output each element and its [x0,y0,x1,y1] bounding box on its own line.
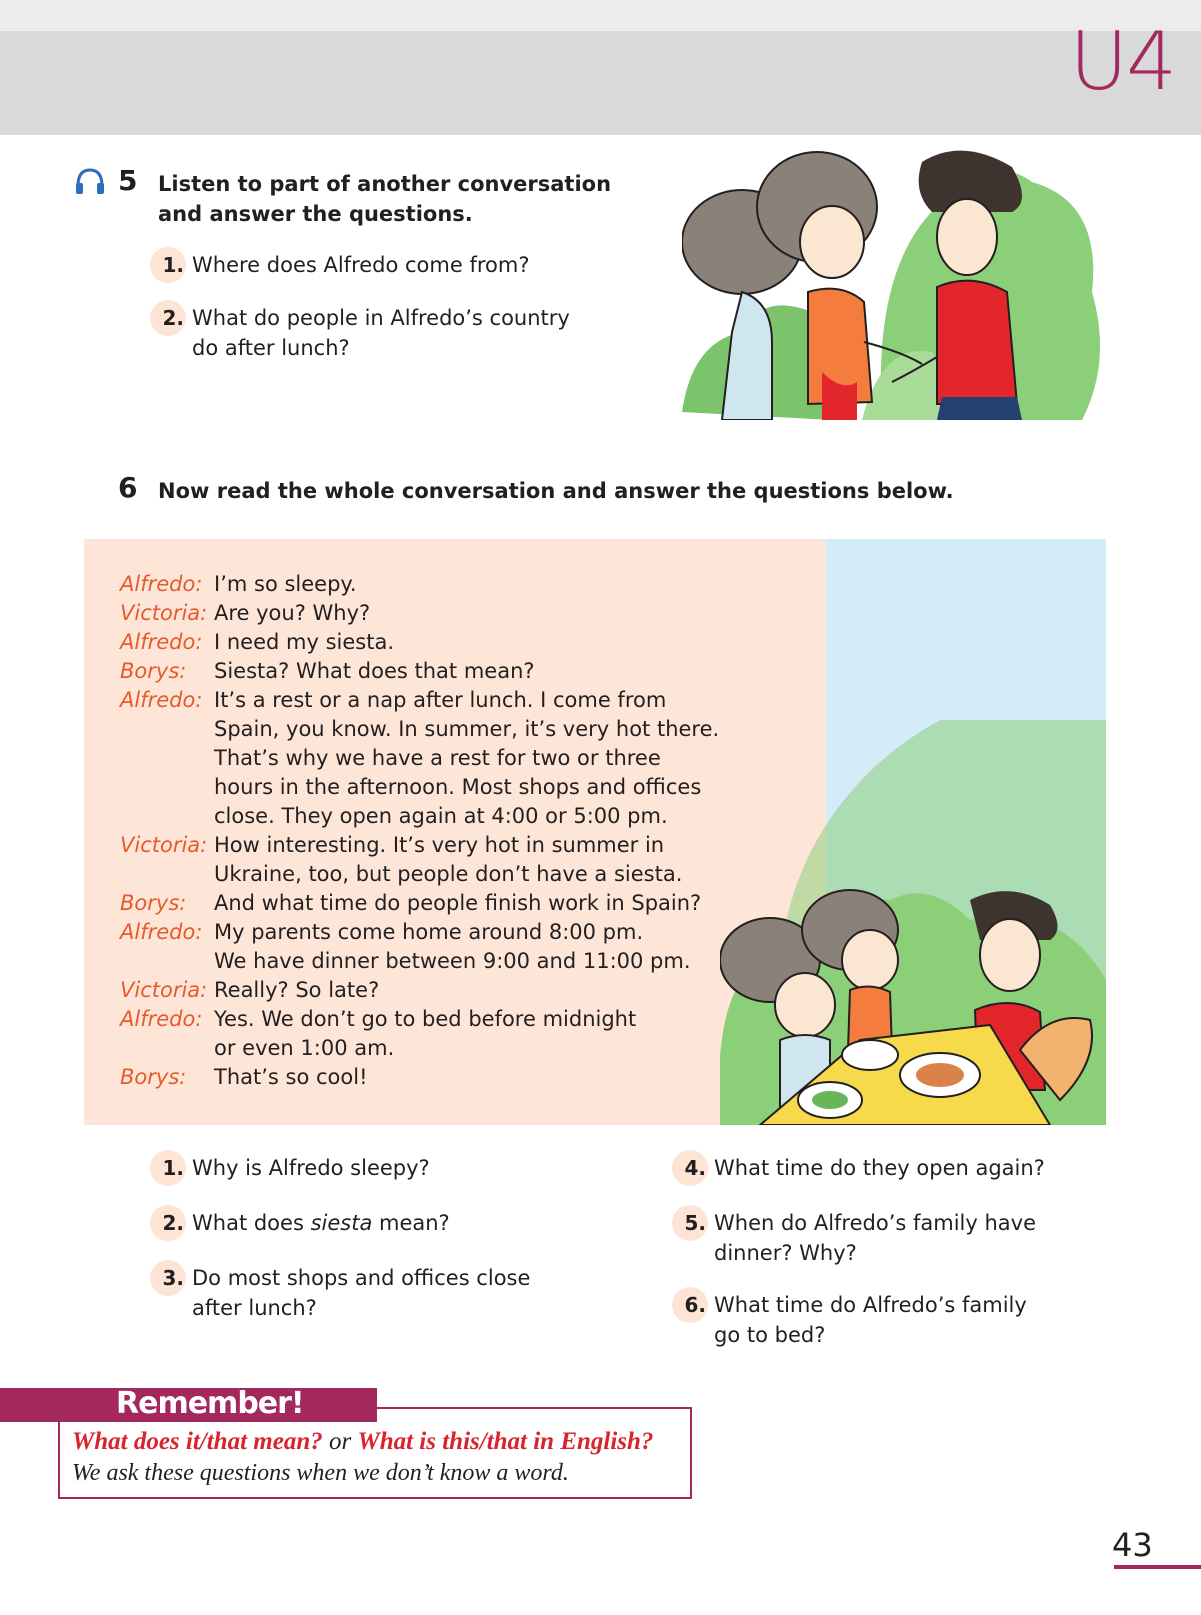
question-text-line1: What do people in Alfredo’s country [192,306,570,330]
question-text-line1: Do most shops and offices close [192,1266,531,1290]
remember-question-2: What is this/that in English? [357,1428,654,1455]
dialogue-line-text: That’s so cool! [214,1065,368,1089]
question-number: 1. [150,1150,186,1186]
question-number: 3. [150,1260,186,1296]
dialogue-speaker: Victoria: [120,978,208,1002]
question-item [150,1263,570,1323]
dialogue-line-text: Siesta? What does that mean? [214,659,535,683]
dialogue-line [120,686,720,715]
question-text [192,303,610,363]
question-text [192,1263,570,1323]
question-text [714,1208,1092,1268]
exercise-6-title: Now read the whole conversation and answer the questions below. [158,479,954,503]
dialogue-line-text: We have dinner between 9:00 and 11:00 pm. [214,949,691,973]
dialogue-line-text: or even 1:00 am. [214,1036,395,1060]
remember-or: or [322,1428,358,1455]
question-item [672,1290,1092,1350]
question-text-line2: do after lunch? [192,336,350,360]
dialogue-line-text: My parents come home around 8:00 pm. [214,920,644,944]
question-item [150,1208,570,1241]
dialogue-line-text: Are you? Why? [214,601,371,625]
dialogue-speaker: Alfredo: [120,630,203,654]
dialogue-line-text: How interesting. It’s very hot in summer in [214,833,665,857]
dialogue-line-text: Yes. We don’t go to bed before midnight [214,1007,637,1031]
question-item [150,303,610,363]
page-number-rule [1114,1565,1201,1569]
dialogue-speaker [120,715,214,744]
exercise-5-title-line1: Listen to part of another conversation [158,172,612,196]
remember-heading: Remember! [116,1386,304,1421]
dialogue-speaker: Alfredo: [120,688,203,712]
dialogue-line [120,831,720,860]
dialogue-line [120,947,720,976]
question-item [672,1208,1092,1268]
dialogue-speaker: Borys: [120,1065,187,1089]
header-top-strip [0,0,1201,31]
question-text: Why is Alfredo sleepy? [192,1156,430,1180]
dialogue-line [120,744,720,773]
question-text-emphasis: siesta [310,1211,373,1235]
dialogue-line [120,918,720,947]
dialogue-line [120,1034,720,1063]
dialogue-line [120,657,720,686]
question-number: 4. [672,1150,708,1186]
dialogue-line [120,715,720,744]
dialogue-line [120,860,720,889]
exercise-6-number: 6 [118,471,138,504]
dialogue-text [120,570,720,1092]
question-number: 6. [672,1287,708,1323]
header-bar [0,31,1201,135]
exercise-6-questions-right [672,1153,1092,1350]
dialogue-speaker [120,802,214,831]
exercise-6-questions-left [150,1153,570,1323]
dialogue-line-text: That’s why we have a rest for two or three [214,746,661,770]
unit-label: U4 [1069,15,1175,108]
dialogue-line [120,976,720,1005]
question-item [150,250,610,283]
headphones-icon[interactable] [74,166,106,196]
exercise-5-title-line2: and answer the questions. [158,202,473,226]
children-meeting-illustration [682,142,1122,420]
question-text [714,1290,1092,1350]
dialogue-speaker: Alfredo: [120,572,203,596]
question-text-line2: go to bed? [714,1323,826,1347]
question-text: Where does Alfredo come from? [192,253,530,277]
question-item [672,1153,1092,1186]
dialogue-line-text: hours in the afternoon. Most shops and offices [214,775,702,799]
question-text-line2: after lunch? [192,1296,317,1320]
dialogue-line-text: And what time do people finish work in Spain? [214,891,702,915]
question-text-line1: What time do Alfredo’s family [714,1293,1027,1317]
dialogue-line-text: Really? So late? [214,978,380,1002]
question-number: 1. [150,247,186,283]
question-number: 2. [150,300,186,336]
dialogue-speaker [120,860,214,889]
dialogue-line-text: I need my siesta. [214,630,394,654]
dialogue-line [120,773,720,802]
dialogue-line [120,570,720,599]
dialogue-speaker [120,744,214,773]
dialogue-line-text: Spain, you know. In summer, it’s very hot there. [214,717,720,741]
question-text-line1: When do Alfredo’s family have [714,1211,1037,1235]
dialogue-line [120,802,720,831]
dialogue-line-text: It’s a rest or a nap after lunch. I come from [214,688,667,712]
remember-questions [72,1428,653,1456]
question-text: What time do they open again? [714,1156,1045,1180]
dialogue-speaker: Borys: [120,891,187,915]
exercise-5-title [158,169,628,229]
question-number: 2. [150,1205,186,1241]
question-text-part: mean? [372,1211,450,1235]
dialogue-speaker [120,947,214,976]
dialogue-line-text: close. They open again at 4:00 or 5:00 pm. [214,804,668,828]
dialogue-line-text: I’m so sleepy. [214,572,357,596]
question-item [150,1153,570,1186]
dialogue-speaker: Victoria: [120,601,208,625]
dialogue-line [120,889,720,918]
question-text [192,1208,570,1238]
dialogue-speaker: Alfredo: [120,1007,203,1031]
question-number: 5. [672,1205,708,1241]
remember-question-1: What does it/that mean? [72,1428,323,1455]
dialogue-line [120,599,720,628]
dialogue-speaker: Borys: [120,659,187,683]
dialogue-line-text: Ukraine, too, but people don’t have a siesta. [214,862,683,886]
dialogue-speaker [120,773,214,802]
children-lunch-illustration [720,720,1106,1125]
dialogue-speaker: Alfredo: [120,920,203,944]
remember-note: We ask these questions when we don’t know a word. [72,1460,569,1486]
dialogue-line [120,1005,720,1034]
dialogue-line [120,1063,720,1092]
remember-heading-bar [0,1388,377,1422]
exercise-5-questions [150,250,610,363]
exercise-5-number: 5 [118,164,138,197]
question-text-line2: dinner? Why? [714,1241,857,1265]
dialogue-speaker: Victoria: [120,833,208,857]
dialogue-speaker [120,1034,214,1063]
question-text-part: What does [192,1211,311,1235]
page-number: 43 [1112,1526,1153,1564]
dialogue-line [120,628,720,657]
